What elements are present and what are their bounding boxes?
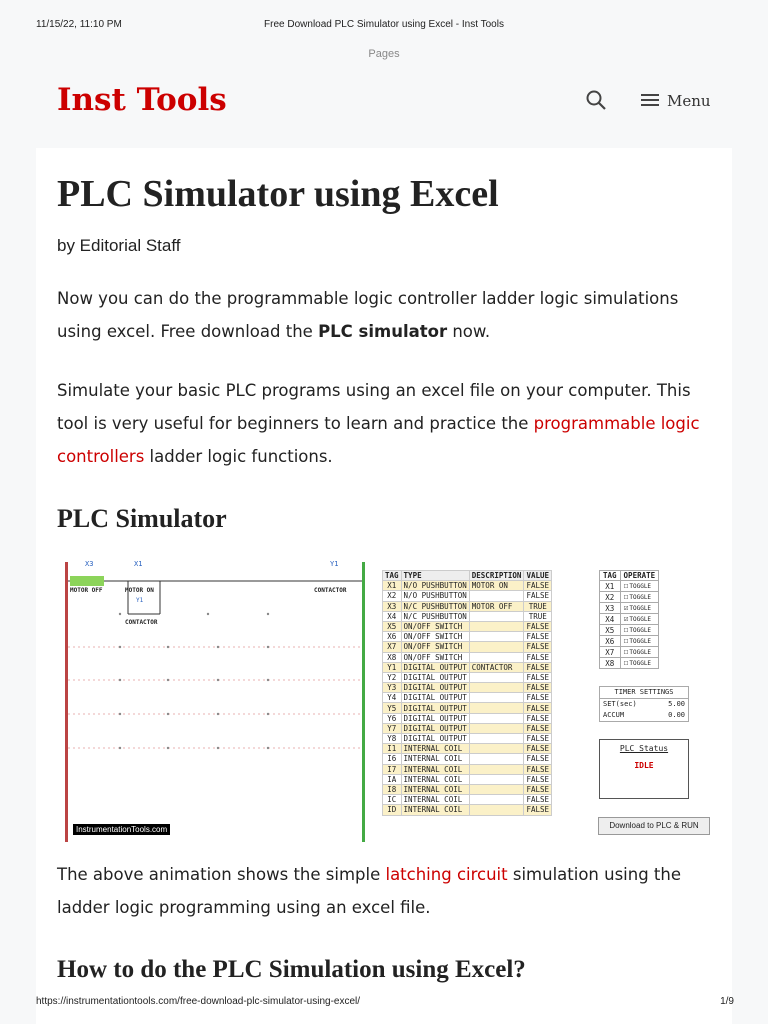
menu-label: Menu bbox=[667, 92, 711, 110]
table-cell bbox=[469, 784, 524, 794]
operate-tag: X7 bbox=[600, 647, 621, 658]
table-row bbox=[383, 723, 552, 733]
label-contactor-contact: CONTACTOR bbox=[125, 619, 158, 626]
table-cell bbox=[469, 764, 524, 774]
toggle-checkbox[interactable] bbox=[620, 592, 659, 603]
table-cell: FALSE bbox=[524, 744, 552, 754]
table-cell: X6 bbox=[383, 632, 402, 642]
table-cell: DIGITAL OUTPUT bbox=[401, 672, 469, 682]
table-cell: ON/OFF SWITCH bbox=[401, 621, 469, 631]
table-cell: FALSE bbox=[524, 805, 552, 815]
table-cell bbox=[469, 774, 524, 784]
checkbox-icon: ☐ bbox=[623, 658, 629, 668]
checkbox-icon: ☑ bbox=[623, 603, 629, 613]
pages-label[interactable]: Pages bbox=[368, 48, 400, 60]
table-cell: INTERNAL COIL bbox=[401, 764, 469, 774]
table-cell: CONTACTOR bbox=[469, 662, 524, 672]
table-cell bbox=[469, 734, 524, 744]
plc-link[interactable]: programmable logic controllers bbox=[57, 414, 700, 466]
hamburger-icon bbox=[641, 92, 659, 111]
timer-accum-value: 0.00 bbox=[668, 711, 685, 719]
table-cell bbox=[469, 805, 524, 815]
table-row bbox=[383, 611, 552, 621]
table-cell: TRUE bbox=[524, 611, 552, 621]
table-row bbox=[383, 662, 552, 672]
checkbox-icon: ☐ bbox=[623, 592, 629, 602]
plc-status-title: PLC Status bbox=[619, 744, 669, 753]
table-cell: DIGITAL OUTPUT bbox=[401, 683, 469, 693]
table-cell: FALSE bbox=[524, 693, 552, 703]
toggle-label: TOGGLE bbox=[629, 583, 652, 591]
p3-text: The above animation shows the simple bbox=[57, 865, 386, 884]
timer-set-value[interactable]: 5.00 bbox=[668, 700, 685, 708]
table-cell bbox=[469, 652, 524, 662]
table-cell: Y8 bbox=[383, 734, 402, 744]
toggle-checkbox[interactable] bbox=[620, 625, 659, 636]
table-cell: DIGITAL OUTPUT bbox=[401, 734, 469, 744]
table-cell: FALSE bbox=[524, 784, 552, 794]
table-cell: N/C PUSHBUTTON bbox=[401, 601, 469, 611]
operate-row bbox=[600, 614, 659, 625]
table-cell bbox=[469, 621, 524, 631]
timer-settings bbox=[599, 686, 689, 722]
table-cell: INTERNAL COIL bbox=[401, 784, 469, 794]
p1-text-end: now. bbox=[447, 322, 491, 341]
table-cell: FALSE bbox=[524, 652, 552, 662]
table-row bbox=[383, 805, 552, 815]
toggle-label: TOGGLE bbox=[629, 638, 652, 646]
checkbox-icon: ☐ bbox=[623, 581, 629, 591]
search-icon[interactable] bbox=[584, 88, 608, 112]
table-cell: TRUE bbox=[524, 601, 552, 611]
table-cell: DIGITAL OUTPUT bbox=[401, 662, 469, 672]
table-cell: I1 bbox=[383, 744, 402, 754]
table-cell: FALSE bbox=[524, 662, 552, 672]
label-y1: Y1 bbox=[136, 597, 144, 604]
table-cell: X4 bbox=[383, 611, 402, 621]
operate-tag: X1 bbox=[600, 581, 621, 592]
operate-tag: X3 bbox=[600, 603, 621, 614]
table-cell bbox=[469, 713, 524, 723]
table-row bbox=[383, 764, 552, 774]
table-cell bbox=[469, 611, 524, 621]
plc-status-panel bbox=[599, 739, 689, 799]
table-row bbox=[383, 734, 552, 744]
page-title: PLC Simulator using Excel bbox=[57, 173, 499, 215]
operate-row bbox=[600, 603, 659, 614]
plc-status-value: IDLE bbox=[634, 761, 654, 770]
tag-x3: X3 bbox=[85, 560, 94, 568]
table-row bbox=[383, 795, 552, 805]
toggle-checkbox[interactable] bbox=[620, 636, 659, 647]
table-cell: X2 bbox=[383, 591, 402, 601]
table-cell: DIGITAL OUTPUT bbox=[401, 723, 469, 733]
table-cell: MOTOR ON bbox=[469, 581, 524, 591]
toggle-label: TOGGLE bbox=[629, 616, 652, 624]
table-cell bbox=[469, 591, 524, 601]
table-cell bbox=[469, 703, 524, 713]
toggle-label: TOGGLE bbox=[629, 605, 652, 613]
p2-text-end: ladder logic functions. bbox=[144, 447, 333, 466]
table-row bbox=[383, 774, 552, 784]
toggle-checkbox[interactable] bbox=[620, 658, 659, 669]
tag-table-body bbox=[383, 581, 552, 815]
table-cell bbox=[469, 754, 524, 764]
checkbox-icon: ☐ bbox=[623, 636, 629, 646]
menu-button[interactable] bbox=[641, 89, 711, 113]
table-cell: X8 bbox=[383, 652, 402, 662]
table-cell: INTERNAL COIL bbox=[401, 744, 469, 754]
third-paragraph bbox=[57, 858, 717, 924]
toggle-label: TOGGLE bbox=[629, 649, 652, 657]
table-cell: N/O PUSHBUTTON bbox=[401, 581, 469, 591]
operate-tag: X5 bbox=[600, 625, 621, 636]
table-cell: FALSE bbox=[524, 632, 552, 642]
table-cell: ON/OFF SWITCH bbox=[401, 632, 469, 642]
table-row bbox=[383, 632, 552, 642]
operate-table bbox=[599, 570, 659, 669]
table-row bbox=[383, 591, 552, 601]
print-header bbox=[0, 0, 768, 40]
timer-set-label: SET(sec) bbox=[603, 700, 637, 708]
table-row bbox=[383, 581, 552, 591]
table-cell: FALSE bbox=[524, 754, 552, 764]
table-cell: INTERNAL COIL bbox=[401, 805, 469, 815]
table-cell: Y4 bbox=[383, 693, 402, 703]
latching-circuit-link[interactable]: latching circuit bbox=[385, 865, 508, 884]
table-row bbox=[383, 672, 552, 682]
table-row bbox=[383, 713, 552, 723]
table-cell: MOTOR OFF bbox=[469, 601, 524, 611]
table-cell: FALSE bbox=[524, 581, 552, 591]
site-logo[interactable]: Inst Tools bbox=[57, 82, 227, 118]
operate-tag: X4 bbox=[600, 614, 621, 625]
operate-table-header: OPERATE bbox=[620, 571, 659, 581]
tag-y1: Y1 bbox=[330, 560, 339, 568]
table-cell: INTERNAL COIL bbox=[401, 774, 469, 784]
operate-tag: X6 bbox=[600, 636, 621, 647]
table-cell: INTERNAL COIL bbox=[401, 754, 469, 764]
table-cell: Y6 bbox=[383, 713, 402, 723]
operate-table-header: TAG bbox=[600, 571, 621, 581]
second-paragraph bbox=[57, 374, 717, 473]
byline: by Editorial Staff bbox=[57, 236, 181, 255]
table-cell: DIGITAL OUTPUT bbox=[401, 713, 469, 723]
operate-row bbox=[600, 636, 659, 647]
tag-x1: X1 bbox=[134, 560, 143, 568]
watermark: InstrumentationTools.com bbox=[73, 824, 170, 835]
table-row bbox=[383, 703, 552, 713]
table-cell: ID bbox=[383, 805, 402, 815]
operate-row bbox=[600, 625, 659, 636]
table-cell: FALSE bbox=[524, 672, 552, 682]
table-cell: I8 bbox=[383, 784, 402, 794]
p1-text: Now you can do the programmable logic controller ladder logic simulations using excel. Free download the bbox=[57, 289, 679, 341]
table-cell: FALSE bbox=[524, 683, 552, 693]
table-cell: INTERNAL COIL bbox=[401, 795, 469, 805]
toggle-label: TOGGLE bbox=[629, 660, 652, 668]
tag-table bbox=[382, 570, 552, 816]
tag-table-header: VALUE bbox=[524, 571, 552, 581]
intro-paragraph bbox=[57, 282, 717, 348]
table-cell: FALSE bbox=[524, 764, 552, 774]
table-cell: Y3 bbox=[383, 683, 402, 693]
timer-accum-label: ACCUM bbox=[603, 711, 625, 719]
table-cell: N/O PUSHBUTTON bbox=[401, 591, 469, 601]
table-row bbox=[383, 693, 552, 703]
tag-table-header: DESCRIPTION bbox=[469, 571, 524, 581]
toggle-label: TOGGLE bbox=[629, 594, 652, 602]
tag-table-header: TYPE bbox=[401, 571, 469, 581]
table-cell: DIGITAL OUTPUT bbox=[401, 693, 469, 703]
plc-simulator-figure bbox=[57, 558, 713, 846]
operate-row bbox=[600, 581, 659, 592]
toggle-checkbox[interactable] bbox=[620, 614, 659, 625]
table-cell bbox=[469, 683, 524, 693]
table-row bbox=[383, 601, 552, 611]
p3-text-end: simulation using the ladder logic programming using an excel file. bbox=[57, 865, 682, 917]
table-cell: N/C PUSHBUTTON bbox=[401, 611, 469, 621]
label-contactor: CONTACTOR bbox=[314, 587, 347, 594]
table-cell: IC bbox=[383, 795, 402, 805]
table-cell bbox=[469, 632, 524, 642]
table-cell bbox=[469, 693, 524, 703]
ladder-diagram bbox=[65, 562, 365, 842]
timer-title: TIMER SETTINGS bbox=[600, 687, 688, 699]
operate-row bbox=[600, 592, 659, 603]
tag-table-header: TAG bbox=[383, 571, 402, 581]
checkbox-icon: ☐ bbox=[623, 625, 629, 635]
print-title: Free Download PLC Simulator using Excel - Inst Tools bbox=[264, 19, 504, 30]
table-cell: FALSE bbox=[524, 774, 552, 784]
print-date: 11/15/22, 11:10 PM bbox=[36, 19, 122, 30]
table-cell: X3 bbox=[383, 601, 402, 611]
label-motor-off: MOTOR OFF bbox=[70, 587, 103, 594]
p2-text: Simulate your basic PLC programs using an excel file on your computer. This tool is very useful for beginners to learn and practice the bbox=[57, 381, 691, 433]
table-cell: FALSE bbox=[524, 703, 552, 713]
table-cell bbox=[469, 723, 524, 733]
operate-row bbox=[600, 647, 659, 658]
table-cell: FALSE bbox=[524, 642, 552, 652]
toggle-checkbox[interactable] bbox=[620, 603, 659, 614]
table-row bbox=[383, 744, 552, 754]
table-cell: I7 bbox=[383, 764, 402, 774]
table-cell: X5 bbox=[383, 621, 402, 631]
checkbox-icon: ☐ bbox=[623, 647, 629, 657]
site-header bbox=[0, 70, 768, 130]
label-motor-on: MOTOR ON bbox=[125, 587, 154, 594]
page-number: 1/9 bbox=[720, 996, 734, 1007]
table-cell bbox=[469, 795, 524, 805]
table-row bbox=[383, 642, 552, 652]
table-row bbox=[383, 784, 552, 794]
table-cell: FALSE bbox=[524, 734, 552, 744]
table-cell: DIGITAL OUTPUT bbox=[401, 703, 469, 713]
table-cell: Y5 bbox=[383, 703, 402, 713]
table-cell: FALSE bbox=[524, 723, 552, 733]
operate-tag: X2 bbox=[600, 592, 621, 603]
footer-url: https://instrumentationtools.com/free-download-plc-simulator-using-excel/ bbox=[36, 996, 361, 1007]
table-cell: I6 bbox=[383, 754, 402, 764]
table-row bbox=[383, 652, 552, 662]
operate-tag: X8 bbox=[600, 658, 621, 669]
table-cell bbox=[469, 672, 524, 682]
table-cell: ON/OFF SWITCH bbox=[401, 652, 469, 662]
table-cell: IA bbox=[383, 774, 402, 784]
table-cell: ON/OFF SWITCH bbox=[401, 642, 469, 652]
table-cell: Y7 bbox=[383, 723, 402, 733]
table-cell bbox=[469, 642, 524, 652]
table-cell: FALSE bbox=[524, 713, 552, 723]
checkbox-icon: ☑ bbox=[623, 614, 629, 624]
download-run-button[interactable]: Download to PLC & RUN bbox=[598, 817, 710, 835]
toggle-checkbox[interactable] bbox=[620, 647, 659, 658]
table-row bbox=[383, 683, 552, 693]
toggle-checkbox[interactable] bbox=[620, 581, 659, 592]
table-cell: FALSE bbox=[524, 591, 552, 601]
table-cell: X7 bbox=[383, 642, 402, 652]
table-cell: FALSE bbox=[524, 621, 552, 631]
table-row bbox=[383, 754, 552, 764]
table-cell: Y2 bbox=[383, 672, 402, 682]
howto-heading: How to do the PLC Simulation using Excel? bbox=[57, 956, 526, 983]
table-cell: FALSE bbox=[524, 795, 552, 805]
table-row bbox=[383, 621, 552, 631]
operate-table-body bbox=[600, 581, 659, 669]
section-heading: PLC Simulator bbox=[57, 504, 227, 533]
toggle-label: TOGGLE bbox=[629, 627, 652, 635]
operate-row bbox=[600, 658, 659, 669]
table-cell bbox=[469, 744, 524, 754]
p1-bold: PLC simulator bbox=[318, 322, 448, 341]
table-cell: Y1 bbox=[383, 662, 402, 672]
table-cell: X1 bbox=[383, 581, 402, 591]
